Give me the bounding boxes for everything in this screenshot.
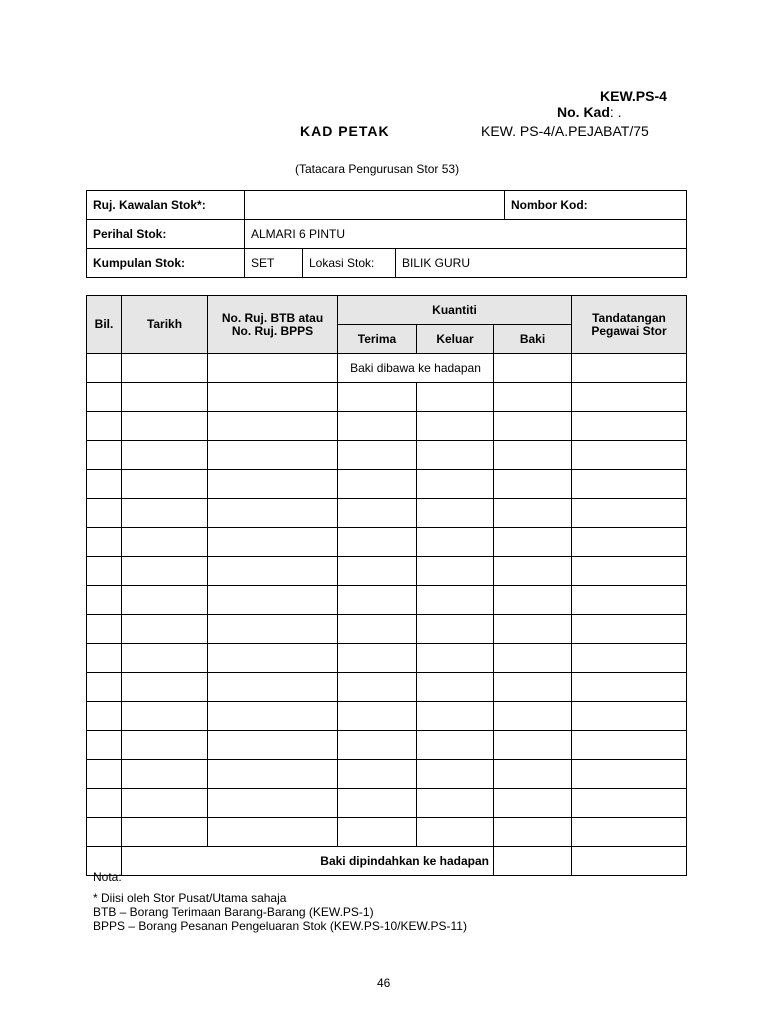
table-cell[interactable]: [122, 586, 208, 615]
table-cell[interactable]: [417, 383, 494, 412]
table-cell[interactable]: [572, 412, 687, 441]
table-cell[interactable]: [122, 383, 208, 412]
table-cell[interactable]: [338, 615, 417, 644]
stock-control-ref-field[interactable]: [245, 191, 505, 220]
table-row: [87, 789, 687, 818]
table-cell[interactable]: [87, 412, 122, 441]
table-cell[interactable]: [417, 557, 494, 586]
card-number: [557, 104, 622, 120]
table-cell[interactable]: [338, 470, 417, 499]
stock-info-table: [86, 190, 687, 278]
table-cell[interactable]: [572, 499, 687, 528]
table-cell[interactable]: [122, 818, 208, 847]
stock-description-field[interactable]: ALMARI 6 PINTU: [245, 220, 687, 249]
table-cell[interactable]: [87, 557, 122, 586]
table-cell[interactable]: [87, 673, 122, 702]
table-cell[interactable]: [494, 528, 572, 557]
table-cell[interactable]: [338, 412, 417, 441]
stock-location-field[interactable]: BILIK GURU: [396, 249, 687, 278]
table-row: [87, 731, 687, 760]
carried-forward-label: Baki dibawa ke hadapan: [338, 354, 494, 383]
table-row: [87, 470, 687, 499]
table-cell[interactable]: [208, 818, 338, 847]
stock-ledger-table: [86, 295, 687, 876]
table-cell[interactable]: [572, 354, 687, 383]
table-cell[interactable]: [208, 673, 338, 702]
stock-description-label: Perihal Stok:: [87, 220, 245, 249]
carried-over-label: Baki dipindahkan ke hadapan: [122, 847, 494, 876]
table-cell[interactable]: [87, 383, 122, 412]
table-cell[interactable]: [417, 789, 494, 818]
table-cell[interactable]: [417, 441, 494, 470]
table-cell[interactable]: [494, 760, 572, 789]
procedure-reference: (Tatacara Pengurusan Stor 53): [295, 162, 460, 176]
table-cell[interactable]: [208, 354, 338, 383]
form-code: KEW.PS-4: [600, 88, 667, 104]
table-cell[interactable]: [122, 470, 208, 499]
ledger-header-row-1: [87, 296, 687, 325]
table-row: [87, 412, 687, 441]
table-cell[interactable]: [208, 383, 338, 412]
table-cell[interactable]: [208, 615, 338, 644]
table-cell[interactable]: [417, 702, 494, 731]
table-cell[interactable]: [122, 644, 208, 673]
table-cell[interactable]: [338, 528, 417, 557]
note-line: * Diisi oleh Stor Pusat/Utama sahaja: [93, 891, 287, 905]
card-number-value[interactable]: : .: [609, 104, 622, 120]
table-cell[interactable]: [417, 673, 494, 702]
table-cell[interactable]: [417, 760, 494, 789]
table-cell[interactable]: [338, 499, 417, 528]
table-cell[interactable]: [338, 760, 417, 789]
table-cell[interactable]: [122, 354, 208, 383]
table-cell[interactable]: [208, 557, 338, 586]
table-cell[interactable]: [572, 731, 687, 760]
table-cell[interactable]: [572, 441, 687, 470]
table-cell[interactable]: [494, 644, 572, 673]
table-cell[interactable]: [87, 615, 122, 644]
table-cell[interactable]: [122, 557, 208, 586]
table-cell[interactable]: [338, 383, 417, 412]
table-cell[interactable]: [494, 441, 572, 470]
code-no-label: Nombor Kod:: [505, 191, 552, 220]
table-cell[interactable]: [122, 412, 208, 441]
table-cell[interactable]: [208, 760, 338, 789]
table-cell[interactable]: [572, 818, 687, 847]
table-row: [87, 615, 687, 644]
table-cell[interactable]: [417, 499, 494, 528]
table-cell[interactable]: [417, 470, 494, 499]
info-row-stock-group: [87, 249, 687, 278]
table-cell[interactable]: [494, 557, 572, 586]
table-cell[interactable]: [87, 702, 122, 731]
table-cell[interactable]: [417, 731, 494, 760]
table-cell[interactable]: [338, 441, 417, 470]
ledger-body: [87, 383, 687, 847]
table-cell[interactable]: [208, 702, 338, 731]
header-reference: No. Ruj. BTB atau No. Ruj. BPPS: [208, 296, 338, 354]
stock-group-field[interactable]: SET: [245, 249, 303, 278]
table-cell[interactable]: [572, 557, 687, 586]
table-cell[interactable]: [494, 847, 572, 876]
table-cell[interactable]: [572, 615, 687, 644]
table-cell[interactable]: [572, 470, 687, 499]
table-row: [87, 644, 687, 673]
table-cell[interactable]: [338, 731, 417, 760]
table-cell[interactable]: [338, 789, 417, 818]
table-cell[interactable]: [417, 818, 494, 847]
table-cell[interactable]: [338, 818, 417, 847]
table-cell[interactable]: [417, 644, 494, 673]
note-line: BPPS – Borang Pesanan Pengeluaran Stok (KEW.PS-10/KEW.PS-11): [93, 919, 467, 933]
table-cell[interactable]: [87, 586, 122, 615]
table-row: [87, 702, 687, 731]
table-row: [87, 499, 687, 528]
card-reference: KEW. PS-4/A.PEJABAT/75: [481, 123, 649, 139]
table-cell[interactable]: [87, 528, 122, 557]
table-cell[interactable]: [87, 818, 122, 847]
header-kuantiti: Kuantiti: [338, 296, 572, 325]
card-number-label: No. Kad: [557, 104, 610, 120]
header-signature: Tandatangan Pegawai Stor: [572, 296, 687, 354]
table-cell[interactable]: [572, 760, 687, 789]
table-cell[interactable]: [494, 731, 572, 760]
table-row: [87, 673, 687, 702]
table-cell[interactable]: [208, 586, 338, 615]
table-cell[interactable]: [122, 789, 208, 818]
table-cell[interactable]: [87, 644, 122, 673]
table-cell[interactable]: [338, 586, 417, 615]
table-cell[interactable]: [122, 673, 208, 702]
table-cell[interactable]: [122, 441, 208, 470]
header-terima: Terima: [338, 325, 417, 354]
table-cell[interactable]: [572, 528, 687, 557]
table-cell[interactable]: [208, 789, 338, 818]
table-cell[interactable]: [494, 818, 572, 847]
header-keluar: Keluar: [417, 325, 494, 354]
table-cell[interactable]: [122, 702, 208, 731]
table-cell[interactable]: [122, 615, 208, 644]
notes: [93, 870, 467, 933]
table-row: [87, 818, 687, 847]
table-cell[interactable]: [494, 383, 572, 412]
table-cell[interactable]: [87, 441, 122, 470]
table-cell[interactable]: [208, 499, 338, 528]
table-cell[interactable]: [208, 731, 338, 760]
table-cell[interactable]: [208, 412, 338, 441]
table-cell[interactable]: [87, 499, 122, 528]
table-row: [87, 528, 687, 557]
table-cell[interactable]: [208, 470, 338, 499]
table-cell[interactable]: [417, 615, 494, 644]
notes-label: Nota:: [93, 870, 122, 884]
table-cell[interactable]: [572, 673, 687, 702]
table-cell[interactable]: [494, 789, 572, 818]
table-cell[interactable]: [494, 499, 572, 528]
table-cell[interactable]: [122, 528, 208, 557]
table-cell[interactable]: [338, 644, 417, 673]
table-cell[interactable]: [338, 702, 417, 731]
stock-group-label: Kumpulan Stok:: [87, 249, 245, 278]
header-tarikh: Tarikh: [122, 296, 208, 354]
table-row: [87, 557, 687, 586]
table-row: [87, 586, 687, 615]
table-row: [87, 383, 687, 412]
stock-location-label: Lokasi Stok:: [303, 249, 396, 278]
table-cell[interactable]: [572, 383, 687, 412]
table-cell[interactable]: [87, 470, 122, 499]
info-row-stock-control: [87, 191, 687, 220]
table-cell[interactable]: [572, 644, 687, 673]
stock-control-ref-label: Ruj. Kawalan Stok*:: [87, 191, 245, 220]
table-cell[interactable]: [338, 673, 417, 702]
table-cell[interactable]: [494, 470, 572, 499]
table-cell[interactable]: [494, 615, 572, 644]
table-cell[interactable]: [338, 557, 417, 586]
table-cell[interactable]: [87, 354, 122, 383]
table-cell[interactable]: [572, 789, 687, 818]
table-cell[interactable]: [417, 528, 494, 557]
document-title: KAD PETAK: [300, 123, 390, 139]
table-cell[interactable]: [87, 760, 122, 789]
table-cell[interactable]: [494, 354, 572, 383]
table-cell[interactable]: [87, 789, 122, 818]
table-cell[interactable]: [417, 586, 494, 615]
page-number: 46: [377, 976, 391, 990]
table-cell[interactable]: [572, 847, 687, 876]
table-cell[interactable]: [494, 412, 572, 441]
carried-forward-row: [87, 354, 687, 383]
table-cell[interactable]: [122, 760, 208, 789]
table-cell[interactable]: [572, 586, 687, 615]
header-bil: Bil.: [87, 296, 122, 354]
table-cell[interactable]: [572, 702, 687, 731]
table-cell[interactable]: [122, 499, 208, 528]
table-cell[interactable]: [122, 731, 208, 760]
table-cell[interactable]: [494, 673, 572, 702]
header-baki: Baki: [494, 325, 572, 354]
table-row: [87, 441, 687, 470]
table-cell[interactable]: [87, 731, 122, 760]
table-cell[interactable]: [494, 702, 572, 731]
table-cell[interactable]: [208, 644, 338, 673]
table-cell[interactable]: [208, 528, 338, 557]
table-cell[interactable]: [417, 412, 494, 441]
info-row-stock-description: [87, 220, 687, 249]
table-row: [87, 760, 687, 789]
note-line: BTB – Borang Terimaan Barang-Barang (KEW.PS-1): [93, 905, 374, 919]
table-cell[interactable]: [494, 586, 572, 615]
table-cell[interactable]: [208, 441, 338, 470]
